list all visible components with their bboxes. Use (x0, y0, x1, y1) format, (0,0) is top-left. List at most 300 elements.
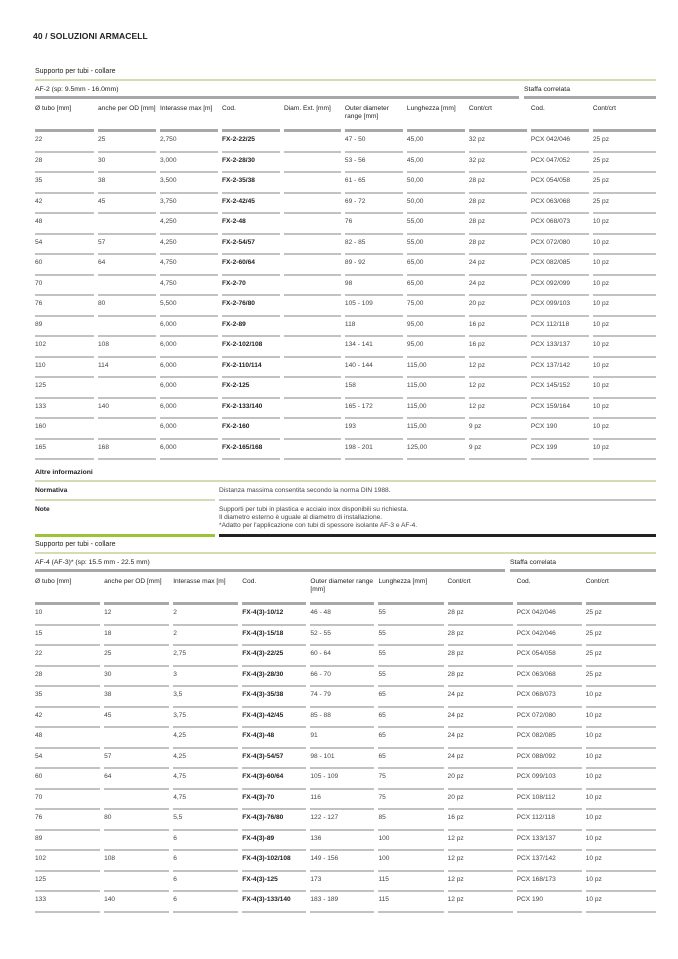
table-cell: 76 (35, 296, 94, 317)
table-cell: 74 - 79 (310, 687, 374, 708)
table-cell: 10 pz (586, 892, 656, 913)
table-cell: 32 pz (469, 153, 527, 174)
table-cell: 52 - 55 (310, 626, 374, 647)
table-cell (284, 419, 341, 440)
table-cell: 133 (35, 892, 100, 913)
table-cell: 3,500 (160, 173, 218, 194)
table-cell: 28 pz (448, 626, 513, 647)
table-cell: 55,00 (407, 235, 465, 256)
product-code-cell: FX-2-110/114 (222, 358, 280, 379)
table-cell: 6,000 (160, 317, 218, 338)
table1-subtitle: AF-2 (sp: 9.5mm - 16.0mm) (35, 86, 519, 99)
table-cell: 25 (104, 646, 169, 667)
table-row (35, 153, 656, 174)
table-cell (98, 276, 156, 297)
table-cell (284, 173, 341, 194)
table-cell: 6 (173, 872, 238, 893)
normativa-value: Distanza massima consentita secondo la norma DIN 1988. (219, 482, 656, 501)
table-cell: 183 - 189 (310, 892, 374, 913)
table-cell: 64 (104, 769, 169, 790)
table-cell: 65 (378, 728, 443, 749)
table-cell: 12 pz (469, 358, 527, 379)
table-cell: 168 (98, 440, 156, 461)
table-cell: 80 (98, 296, 156, 317)
table-cell: 10 pz (586, 687, 656, 708)
table-row (35, 667, 656, 688)
table-cell: 24 pz (448, 749, 513, 770)
other-info-title: Altre informazioni (35, 464, 656, 482)
table-cell: 3 (173, 667, 238, 688)
table-cell: 12 (104, 605, 169, 626)
table-cell (284, 214, 341, 235)
table-cell: PCX 168/173 (517, 872, 582, 893)
table-cell (104, 790, 169, 811)
table-cell: 53 - 56 (345, 153, 403, 174)
table-cell: 45 (104, 708, 169, 729)
table-cell: 95,00 (407, 317, 465, 338)
table-cell: 198 - 201 (345, 440, 403, 461)
header-row (35, 574, 656, 605)
table-cell: 10 pz (593, 296, 656, 317)
table-cell: 25 pz (586, 626, 656, 647)
table-cell: 125,00 (407, 440, 465, 461)
table-cell: 70 (35, 276, 94, 297)
table-cell: 140 (104, 892, 169, 913)
table-cell: 69 - 72 (345, 194, 403, 215)
table-cell: 25 (98, 132, 156, 153)
table-cell: 64 (98, 255, 156, 276)
table-cell: 4,75 (173, 769, 238, 790)
column-header: Cod. (242, 574, 306, 605)
normativa-row (35, 482, 656, 501)
table-cell: 6,000 (160, 358, 218, 379)
table-cell: 10 pz (586, 810, 656, 831)
column-header: Cont/crt (586, 574, 656, 605)
product-code-cell: FX-4(3)-70 (242, 790, 306, 811)
product-code-cell: FX-4(3)-54/57 (242, 749, 306, 770)
table-cell: 76 (35, 810, 100, 831)
table-cell: 2 (173, 626, 238, 647)
table-cell: 173 (310, 872, 374, 893)
table2-block (35, 541, 656, 913)
table-cell: 76 (345, 214, 403, 235)
note-line: *Adatto per l'applicazione con tubi di spessore isolante AF-3 e AF-4. (219, 522, 418, 529)
table-cell: PCX 063/068 (517, 667, 582, 688)
table-cell: 16 pz (469, 337, 527, 358)
table-row (35, 749, 656, 770)
table-cell (98, 317, 156, 338)
table-cell: 12 pz (448, 872, 513, 893)
table-cell: 10 pz (593, 255, 656, 276)
table-cell: 75,00 (407, 296, 465, 317)
table-cell: 55 (378, 605, 443, 626)
column-header: Lunghezza [mm] (407, 101, 465, 132)
product-code-cell: FX-2-102/108 (222, 337, 280, 358)
table-cell: 6,000 (160, 399, 218, 420)
table-cell: 82 - 85 (345, 235, 403, 256)
product-code-cell: FX-4(3)-15/18 (242, 626, 306, 647)
table-cell: PCX 099/103 (517, 769, 582, 790)
product-code-cell: FX-4(3)-35/38 (242, 687, 306, 708)
table-cell: 20 pz (448, 769, 513, 790)
table-cell: 75 (378, 769, 443, 790)
product-code-cell: FX-2-160 (222, 419, 280, 440)
product-code-cell: FX-2-125 (222, 378, 280, 399)
table-cell: 6,000 (160, 440, 218, 461)
table-cell: PCX 042/046 (517, 626, 582, 647)
table-cell: PCX 092/099 (531, 276, 589, 297)
table-cell: 10 pz (593, 214, 656, 235)
table-cell: 48 (35, 214, 94, 235)
table-cell (284, 378, 341, 399)
table-cell: 6 (173, 892, 238, 913)
table-cell: 12 pz (448, 851, 513, 872)
table-cell: 85 (378, 810, 443, 831)
product-code-cell: FX-2-165/168 (222, 440, 280, 461)
table-cell (284, 194, 341, 215)
table-cell: 12 pz (448, 831, 513, 852)
table-cell: 3,750 (160, 194, 218, 215)
table-row (35, 687, 656, 708)
table-cell: 12 pz (448, 892, 513, 913)
table-cell: 10 pz (586, 749, 656, 770)
table-cell: 28 pz (469, 194, 527, 215)
table-cell: 20 pz (448, 790, 513, 811)
table-cell (98, 419, 156, 440)
table-cell: 85 - 88 (310, 708, 374, 729)
table-cell: 55,00 (407, 214, 465, 235)
table-cell: 160 (35, 419, 94, 440)
header-row (35, 101, 656, 132)
table-cell: 118 (345, 317, 403, 338)
column-header: Cont/crt (469, 101, 527, 132)
table-cell: 28 pz (469, 235, 527, 256)
table-cell: 25 pz (593, 153, 656, 174)
table-cell: 25 pz (586, 646, 656, 667)
table-cell: 24 pz (469, 276, 527, 297)
table-cell: 61 - 65 (345, 173, 403, 194)
table-cell: 54 (35, 749, 100, 770)
column-header: Interasse max [m] (160, 101, 218, 132)
note-line: Supporti per tubi in plastica e acciaio inox disponibili su richiesta. (219, 506, 409, 513)
table-cell: 89 (35, 317, 94, 338)
table-cell: 10 pz (593, 399, 656, 420)
table-cell: 75 (378, 790, 443, 811)
table-cell: 65 (378, 749, 443, 770)
table-cell: 80 (104, 810, 169, 831)
table-cell (98, 378, 156, 399)
table-cell: PCX 159/164 (531, 399, 589, 420)
other-info (35, 464, 656, 537)
table-cell: 45,00 (407, 153, 465, 174)
table-cell: 24 pz (469, 255, 527, 276)
table-cell (104, 728, 169, 749)
table-cell (284, 317, 341, 338)
table-cell: 10 pz (593, 440, 656, 461)
table-cell: PCX 099/103 (531, 296, 589, 317)
table-row (35, 440, 656, 461)
table-cell: 10 pz (593, 235, 656, 256)
table-cell: 28 pz (448, 667, 513, 688)
table-cell: 158 (345, 378, 403, 399)
table-row (35, 378, 656, 399)
table-cell: 10 pz (586, 708, 656, 729)
table-row (35, 317, 656, 338)
table-cell: 108 (104, 851, 169, 872)
table-cell: 42 (35, 708, 100, 729)
table-cell: 22 (35, 132, 94, 153)
column-header: anche per OD [mm] (104, 574, 169, 605)
table-row (35, 728, 656, 749)
table-cell: 10 pz (586, 872, 656, 893)
table-cell: PCX 137/142 (531, 358, 589, 379)
table-cell: 45,00 (407, 132, 465, 153)
table-cell: 10 pz (586, 851, 656, 872)
product-code-cell: FX-2-76/80 (222, 296, 280, 317)
table-cell: 3,000 (160, 153, 218, 174)
column-header: Ø tubo [mm] (35, 574, 100, 605)
table-cell: 12 pz (469, 378, 527, 399)
table-cell: 24 pz (448, 687, 513, 708)
table-cell: 24 pz (448, 728, 513, 749)
table-row (35, 419, 656, 440)
table-cell: 136 (310, 831, 374, 852)
table-cell: 4,25 (173, 728, 238, 749)
table-cell: 70 (35, 790, 100, 811)
table-cell: 10 (35, 605, 100, 626)
table-cell: 116 (310, 790, 374, 811)
table-cell: 4,750 (160, 276, 218, 297)
column-header: Cont/crt (593, 101, 656, 132)
product-code-cell: FX-4(3)-48 (242, 728, 306, 749)
product-code-cell: FX-4(3)-28/30 (242, 667, 306, 688)
table-cell: 42 (35, 194, 94, 215)
table-cell: 57 (104, 749, 169, 770)
table-cell: 10 pz (593, 276, 656, 297)
table-cell: 100 (378, 851, 443, 872)
product-code-cell: FX-2-22/25 (222, 132, 280, 153)
table-cell: PCX 145/152 (531, 378, 589, 399)
table-cell: 6 (173, 851, 238, 872)
table-row (35, 626, 656, 647)
table-cell: 25 pz (586, 667, 656, 688)
table-cell (284, 255, 341, 276)
table-cell: 30 (98, 153, 156, 174)
product-code-cell: FX-4(3)-89 (242, 831, 306, 852)
product-code-cell: FX-4(3)-133/140 (242, 892, 306, 913)
table-cell: 5,5 (173, 810, 238, 831)
table-cell (284, 132, 341, 153)
table-cell (284, 337, 341, 358)
table-cell: 134 - 141 (345, 337, 403, 358)
table-cell: 149 - 156 (310, 851, 374, 872)
table-cell: 4,250 (160, 235, 218, 256)
table-row (35, 769, 656, 790)
table-row (35, 296, 656, 317)
table-cell: 115,00 (407, 378, 465, 399)
table-row (35, 235, 656, 256)
table-cell: 122 - 127 (310, 810, 374, 831)
column-header: Cont/crt (448, 574, 513, 605)
table-row (35, 337, 656, 358)
table-cell: 2 (173, 605, 238, 626)
table-cell: 60 - 64 (310, 646, 374, 667)
table-cell: PCX 072/080 (517, 708, 582, 729)
table-cell: 10 pz (586, 769, 656, 790)
table-cell: 66 - 70 (310, 667, 374, 688)
table-cell: PCX 082/085 (531, 255, 589, 276)
table-cell: 12 pz (469, 399, 527, 420)
table-cell: 102 (35, 851, 100, 872)
table-row (35, 831, 656, 852)
table-cell: 2,75 (173, 646, 238, 667)
table-cell: 193 (345, 419, 403, 440)
table-cell: 16 pz (469, 317, 527, 338)
table-cell: 10 pz (593, 337, 656, 358)
table-cell: 28 pz (448, 646, 513, 667)
table-cell: 89 - 92 (345, 255, 403, 276)
table-cell: 4,750 (160, 255, 218, 276)
table-cell: 28 (35, 667, 100, 688)
table-cell: 110 (35, 358, 94, 379)
table-cell: 98 (345, 276, 403, 297)
normativa-label: Normativa (35, 482, 215, 501)
table-row (35, 605, 656, 626)
table-cell: 91 (310, 728, 374, 749)
product-code-cell: FX-2-48 (222, 214, 280, 235)
table-cell: PCX 072/080 (531, 235, 589, 256)
table-cell: 30 (104, 667, 169, 688)
column-header: Interasse max [m] (173, 574, 238, 605)
table-cell: 6,000 (160, 419, 218, 440)
table-cell: 4,25 (173, 749, 238, 770)
table-cell: 28 pz (448, 605, 513, 626)
table-cell: 6,000 (160, 337, 218, 358)
table-cell: 9 pz (469, 440, 527, 461)
product-code-cell: FX-2-54/57 (222, 235, 280, 256)
table-cell (104, 831, 169, 852)
table-cell: 57 (98, 235, 156, 256)
table-cell: PCX 088/092 (517, 749, 582, 770)
table-cell: 10 pz (593, 378, 656, 399)
table-cell: 46 - 48 (310, 605, 374, 626)
product-code-cell: FX-2-60/64 (222, 255, 280, 276)
table-cell: 60 (35, 769, 100, 790)
table-cell: PCX 199 (531, 440, 589, 461)
table-cell: PCX 068/073 (531, 214, 589, 235)
table-cell (284, 235, 341, 256)
table2-subheader (35, 559, 656, 572)
table-row (35, 851, 656, 872)
table-cell: PCX 042/046 (531, 132, 589, 153)
table-cell (284, 276, 341, 297)
table-cell: PCX 054/058 (517, 646, 582, 667)
table-cell: 50,00 (407, 194, 465, 215)
table-cell: 55 (378, 646, 443, 667)
table-cell: 140 (98, 399, 156, 420)
column-header: Ø tubo [mm] (35, 101, 94, 132)
product-code-cell: FX-4(3)-125 (242, 872, 306, 893)
column-header: Cod. (222, 101, 280, 132)
table-cell: 55 (378, 626, 443, 647)
table-cell (104, 872, 169, 893)
table-cell: 115,00 (407, 358, 465, 379)
table-cell (98, 214, 156, 235)
table-cell: 98 - 101 (310, 749, 374, 770)
table1 (31, 101, 660, 460)
table-cell: PCX 112/118 (517, 810, 582, 831)
product-code-cell: FX-4(3)-76/80 (242, 810, 306, 831)
product-code-cell: FX-2-35/38 (222, 173, 280, 194)
table-row (35, 358, 656, 379)
note-label: Note (35, 501, 215, 537)
table-cell: 165 (35, 440, 94, 461)
table-cell: PCX 133/137 (517, 831, 582, 852)
column-header: Cod. (517, 574, 582, 605)
table-cell: 4,250 (160, 214, 218, 235)
table-cell: 4,75 (173, 790, 238, 811)
table-row (35, 173, 656, 194)
product-code-cell: FX-4(3)-42/45 (242, 708, 306, 729)
table-cell: 125 (35, 872, 100, 893)
table-cell: PCX 190 (531, 419, 589, 440)
table-cell: 115,00 (407, 419, 465, 440)
table-cell: PCX 108/112 (517, 790, 582, 811)
table-cell: 9 pz (469, 419, 527, 440)
table-cell: PCX 112/118 (531, 317, 589, 338)
table-cell: 115,00 (407, 399, 465, 420)
table-cell: PCX 190 (517, 892, 582, 913)
table-cell: 65 (378, 687, 443, 708)
table-cell: 105 - 109 (310, 769, 374, 790)
table-cell: 10 pz (586, 728, 656, 749)
product-code-cell: FX-2-42/45 (222, 194, 280, 215)
table-cell: PCX 133/137 (531, 337, 589, 358)
column-header: Lunghezza [mm] (378, 574, 443, 605)
table-cell: 35 (35, 173, 94, 194)
product-code-cell: FX-4(3)-102/108 (242, 851, 306, 872)
table-cell: 65 (378, 708, 443, 729)
table-row (35, 214, 656, 235)
table-cell: 15 (35, 626, 100, 647)
table-row (35, 255, 656, 276)
table-cell: 25 pz (586, 605, 656, 626)
table-cell: 45 (98, 194, 156, 215)
table-cell: 16 pz (448, 810, 513, 831)
table-cell: 48 (35, 728, 100, 749)
table-cell (284, 440, 341, 461)
table1-related-label: Staffa correlata (524, 86, 656, 99)
table-cell (284, 358, 341, 379)
table-cell: 2,750 (160, 132, 218, 153)
table-cell: 89 (35, 831, 100, 852)
table-cell: 95,00 (407, 337, 465, 358)
table-cell: 18 (104, 626, 169, 647)
table-cell: 28 pz (469, 214, 527, 235)
table-cell: 20 pz (469, 296, 527, 317)
table-row (35, 132, 656, 153)
table-cell: PCX 082/085 (517, 728, 582, 749)
table-cell: 54 (35, 235, 94, 256)
table-cell: PCX 068/073 (517, 687, 582, 708)
table-cell: 10 pz (593, 317, 656, 338)
page-header: 40 / SOLUZIONI ARMACELL (33, 31, 148, 41)
table-cell: 6,000 (160, 378, 218, 399)
table2-title: Supporto per tubi - collare (35, 541, 656, 554)
table-cell: 25 pz (593, 173, 656, 194)
table-row (35, 194, 656, 215)
table-row (35, 872, 656, 893)
